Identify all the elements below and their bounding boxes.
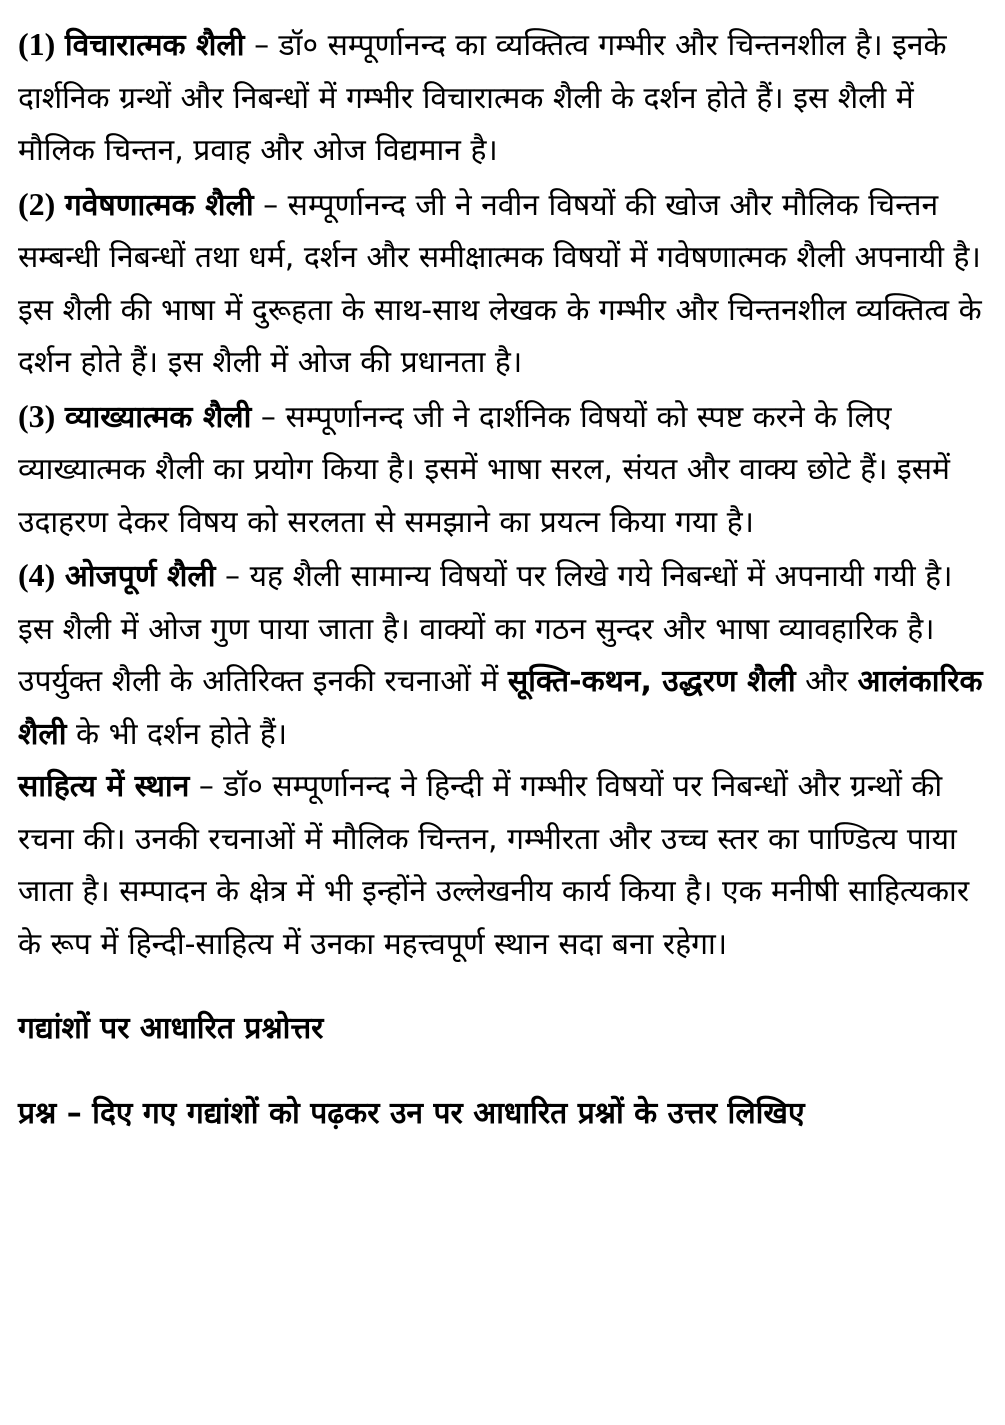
style-number: (2) [18, 185, 56, 222]
question-prompt: प्रश्न – दिए गए गद्यांशों को पढ़कर उन पर आधारित प्रश्नों के उत्तर लिखिए [18, 1096, 805, 1131]
style-paragraph-3 [18, 390, 988, 550]
style-title: व्याख्यात्मक शैली [64, 399, 252, 435]
literature-place-paragraph [18, 761, 988, 971]
additional-bold-text: आलंकारिक शैली [18, 664, 983, 752]
literature-place-body: – डॉ० सम्पूर्णानन्द ने हिन्दी में गम्भीर विषयों पर निबन्धों और ग्रन्थों की रचना की। उनकी रचनाओं में मौलिक चिन्तन, गम्भीरता और उच्च स्तर का पाण्डित्य पाया जाता है। सम्पादन के क्षेत्र में भी इन्होंने उल्लेखनीय कार्य किया है। एक मनीषी साहित्यकार के रूप में हिन्दी-साहित्य में उनका महत्त्वपूर्ण स्थान सदा बना रहेगा। [18, 769, 970, 962]
additional-text: उपर्युक्त शैली के अतिरिक्त इनकी रचनाओं में [18, 664, 508, 699]
spacer [18, 1054, 988, 1087]
style-title: विचारात्मक शैली [64, 28, 245, 63]
style-body: – डॉ० सम्पूर्णानन्द का व्यक्तित्व गम्भीर और चिन्तनशील है। इनके दार्शनिक ग्रन्थों और निबन्धों में गम्भीर विचारात्मक शैली के दर्शन होते हैं। इस शैली में मौलिक चिन्तन, प्रवाह और ओज विद्यमान है। [18, 28, 947, 168]
style-body: – यह शैली सामान्य विषयों पर लिखे गये निबन्धों में अपनायी गयी है। इस शैली में ओज गुण पाया जाता है। वाक्यों का गठन सुन्दर और भाषा व्यावहारिक है। [18, 559, 953, 647]
style-number: (3) [18, 397, 56, 434]
document-page [18, 18, 988, 1140]
additional-text: और [795, 664, 858, 699]
style-title: ओजपूर्ण शैली [64, 559, 216, 594]
spacer [18, 971, 988, 1004]
style-paragraph-4 [18, 549, 988, 656]
additional-bold-text: सूक्ति-कथन, उद्धरण शैली [507, 664, 796, 699]
literature-place-title: साहित्य में स्थान [18, 769, 190, 804]
style-number: (1) [18, 26, 56, 62]
additional-text: के भी दर्शन होते हैं। [66, 716, 288, 752]
style-body: – सम्पूर्णानन्द जी ने दार्शनिक विषयों को स्पष्ट करने के लिए व्याख्यात्मक शैली का प्रयोग किया है। इसमें भाषा सरल, संयत और वाक्य छोटे हैं। इसमें उदाहरण देकर विषय को सरलता से समझाने का प्रयत्न किया गया है। [18, 399, 950, 540]
additional-styles-paragraph [18, 656, 988, 761]
section-heading: गद्यांशों पर आधारित प्रश्नोत्तर [18, 1011, 324, 1046]
style-paragraph-1 [18, 18, 988, 178]
style-title: गवेषणात्मक शैली [64, 187, 254, 223]
style-paragraph-2 [18, 178, 988, 390]
style-number: (4) [18, 557, 56, 593]
style-body: – सम्पूर्णानन्द जी ने नवीन विषयों की खोज और मौलिक चिन्तन सम्बन्धी निबन्धों तथा धर्म, दर्शन और समीक्षात्मक विषयों में गवेषणात्मक शैली अपनायी है। इस शैली की भाषा में दुरूहता के साथ-साथ लेखक के गम्भीर और चिन्तनशील व्यक्तित्व के दर्शन होते हैं। इस शैली में ओज की प्रधानता है। [18, 187, 982, 380]
